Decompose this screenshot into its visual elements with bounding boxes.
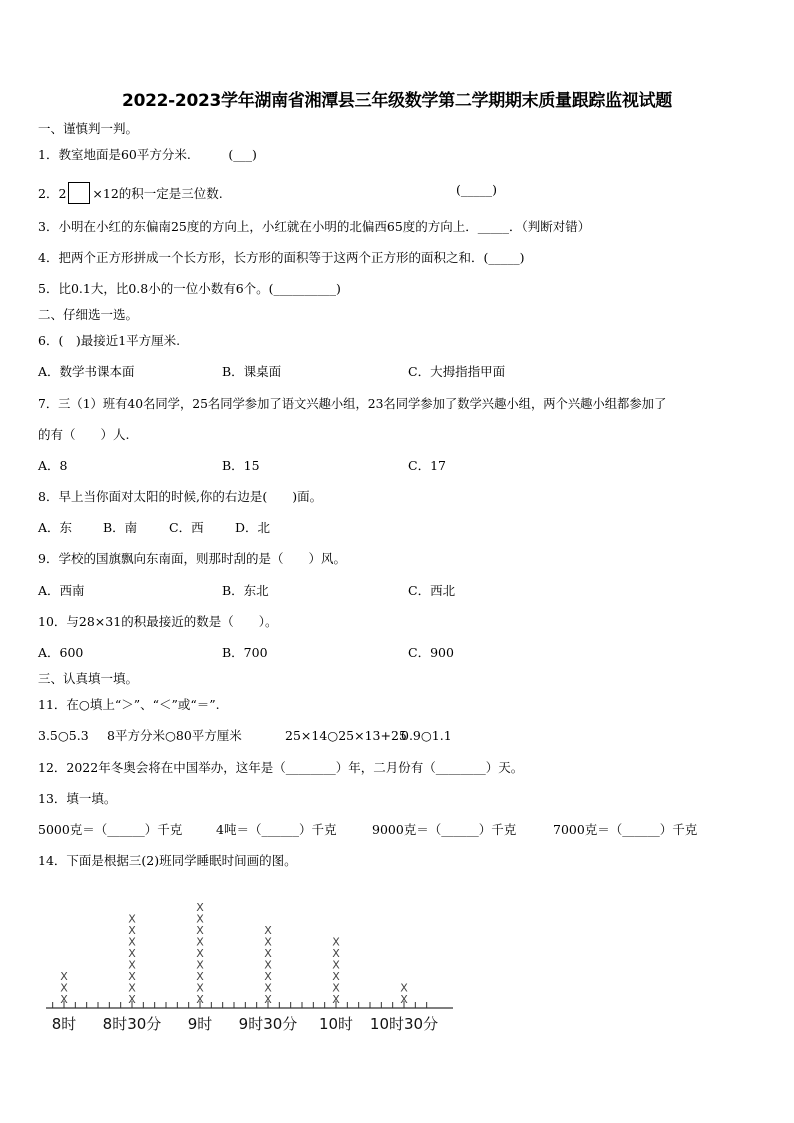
q13-item-4: 7000克＝（______）千克 (553, 822, 698, 837)
question-1: 1．教室地面是60平方分米. (___) (38, 147, 257, 162)
tick-label: 8时30分 (102, 1015, 162, 1033)
tick-label: 9时 (187, 1015, 213, 1033)
question-6: 6．( )最接近1平方厘米. (38, 333, 181, 348)
q8-option-c: C．西 (169, 520, 204, 535)
x-mark: X (196, 912, 204, 926)
q10-option-b: B．700 (222, 645, 268, 660)
x-mark: X (332, 981, 340, 995)
q8-option-b: B．南 (103, 520, 138, 535)
x-mark: X (128, 924, 136, 937)
x-mark: X (60, 970, 68, 983)
question-8: 8．早上当你面对太阳的时候,你的右边是( )面。 (38, 489, 323, 504)
x-mark: X (128, 947, 136, 960)
x-mark: X (332, 935, 340, 949)
q8-option-a: A．东 (38, 520, 73, 535)
x-mark: X (128, 993, 136, 1006)
x-mark: X (332, 993, 340, 1006)
x-mark: X (264, 947, 272, 960)
q10-option-a: A．600 (38, 645, 84, 660)
x-mark: X (332, 947, 340, 960)
section3-heading: 三、认真填一填。 (38, 671, 139, 686)
tick-label: 10时30分 (369, 1015, 439, 1033)
question-10: 10．与28×31的积最接近的数是（ ）。 (38, 614, 278, 629)
q7-option-a: A．8 (38, 458, 68, 473)
q7-option-b: B．15 (222, 458, 260, 473)
x-mark: X (196, 981, 204, 995)
question-3: 3．小明在小红的东偏南25度的方向上，小红就在小明的北偏西65度的方向上．_____．（判断对错） (38, 219, 591, 234)
question-2-prefix: 2．2 (38, 186, 67, 201)
sleep-time-line-plot (38, 880, 468, 1040)
page-title: 2022-2023学年湖南省湘潭县三年级数学第二学期期末质量跟踪监视试题 (122, 91, 672, 111)
x-mark: X (196, 993, 204, 1006)
x-mark: X (128, 935, 136, 949)
question-2 (38, 182, 223, 204)
x-mark: X (128, 912, 136, 926)
tick-label: 10时 (318, 1015, 354, 1033)
question-4: 4．把两个正方形拼成一个长方形，长方形的面积等于这两个正方形的面积之和．(_____) (38, 250, 525, 265)
x-mark: X (264, 993, 272, 1006)
question-13: 13．填一填。 (38, 791, 117, 806)
section2-heading: 二、仔细选一选。 (38, 307, 139, 322)
x-mark: X (60, 981, 68, 995)
x-mark: X (264, 924, 272, 937)
x-mark: X (332, 958, 340, 972)
x-mark: X (60, 993, 68, 1006)
q6-option-c: C．大拇指指甲面 (408, 364, 506, 379)
question-7-line1: 7．三（1）班有40名同学，25名同学参加了语文兴趣小组，23名同学参加了数学兴趣小组，两个兴趣小组都参加了 (38, 397, 667, 411)
q6-option-a: A．数学书课本面 (38, 364, 135, 379)
q7-option-c: C．17 (408, 458, 446, 473)
q9-option-b: B．东北 (222, 583, 269, 598)
x-mark: X (264, 981, 272, 995)
question-7-line2: 的有（ ）人. (38, 427, 130, 442)
q11-item-3: 25×14○25×13+25 (285, 728, 407, 743)
q8-option-d: D．北 (235, 520, 271, 535)
q10-option-c: C．900 (408, 645, 454, 660)
x-mark: X (332, 970, 340, 983)
x-mark: X (264, 970, 272, 983)
question-2-blank: (_____) (456, 182, 498, 197)
q11-item-2: 8平方分米○80平方厘米 (107, 728, 242, 743)
x-mark: X (264, 958, 272, 972)
section1-heading: 一、谨慎判一判。 (38, 121, 139, 136)
x-mark: X (196, 935, 204, 949)
x-mark: X (400, 993, 408, 1006)
x-mark: X (264, 935, 272, 949)
q11-item-4: 0.9○1.1 (401, 728, 452, 743)
x-mark: X (128, 958, 136, 972)
question-11: 11．在○填上“＞”、“＜”或“＝”. (38, 697, 220, 712)
digit-box (68, 182, 90, 204)
x-mark: X (196, 924, 204, 937)
question-12: 12．2022年冬奥会将在中国举办，这年是（________）年，二月份有（________）天。 (38, 760, 524, 775)
x-mark: X (196, 901, 204, 914)
tick-label: 8时 (51, 1015, 77, 1033)
x-mark: X (128, 970, 136, 983)
tick-label: 9时30分 (238, 1015, 298, 1033)
x-mark: X (128, 981, 136, 995)
q9-option-a: A．西南 (38, 583, 85, 598)
x-mark: X (196, 958, 204, 972)
q11-item-1: 3.5○5.3 (38, 728, 89, 743)
x-mark: X (196, 947, 204, 960)
q6-option-b: B．课桌面 (222, 364, 282, 379)
q13-item-1: 5000克＝（______）千克 (38, 822, 183, 837)
q13-item-3: 9000克＝（______）千克 (372, 822, 517, 837)
question-14: 14．下面是根据三(2)班同学睡眠时间画的图。 (38, 853, 297, 868)
q9-option-c: C．西北 (408, 583, 456, 598)
x-mark: X (196, 970, 204, 983)
question-5: 5．比0.1大，比0.8小的一位小数有6个。(__________) (38, 281, 341, 296)
question-9: 9．学校的国旗飘向东南面，则那时刮的是（ ）风。 (38, 551, 346, 566)
question-2-text: ×12的积一定是三位数. (92, 186, 223, 201)
x-mark: X (400, 981, 408, 995)
q13-item-2: 4吨＝（______）千克 (216, 822, 337, 837)
